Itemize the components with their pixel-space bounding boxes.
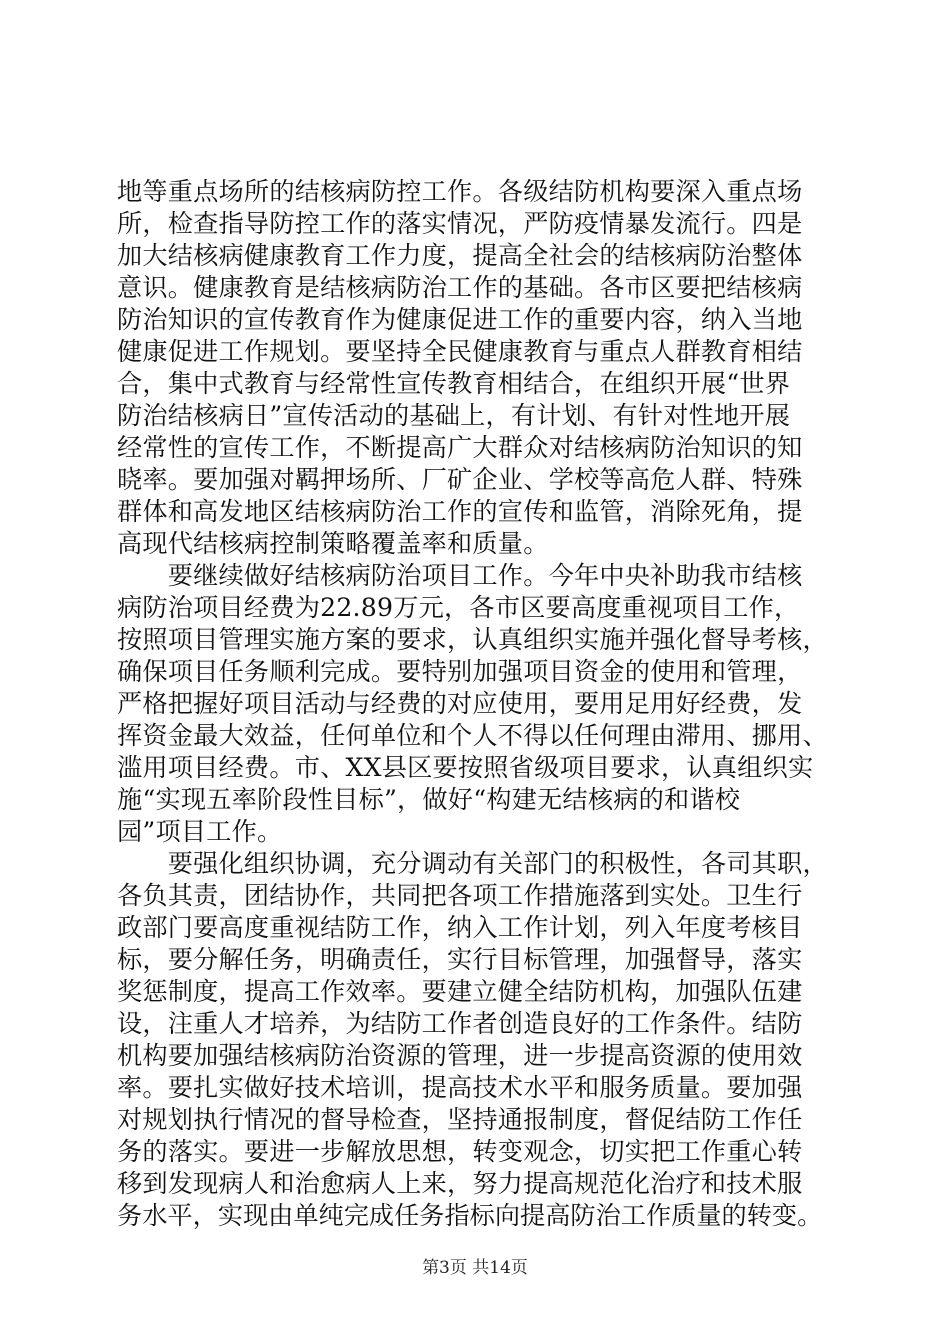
- text-line: 标，要分解任务，明确责任，实行目标管理，加强督导，落实: [117, 945, 803, 974]
- text-line: 防治结核病日”宣传活动的基础上，有计划、有针对性地开展: [117, 401, 791, 430]
- text-line: 率。要扎实做好技术培训，提高技术水平和服务质量。要加强: [117, 1073, 803, 1102]
- text-line: 意识。健康教育是结核病防治工作的基础。各市区要把结核病: [117, 273, 803, 302]
- text-line: 奖惩制度，提高工作效率。要建立健全结防机构，加强队伍建: [117, 977, 803, 1006]
- text-line: 加大结核病健康教育工作力度，提高全社会的结核病防治整体: [117, 241, 803, 270]
- paragraph-start-line: 要继续做好结核病防治项目工作。今年中央补助我市结核: [117, 561, 803, 590]
- text-line: 所，检查指导防控工作的落实情况，严防疫情暴发流行。四是: [117, 209, 803, 238]
- text-line: 健康促进工作规划。要坚持全民健康教育与重点人群教育相结: [117, 337, 803, 366]
- document-body: [117, 176, 839, 1232]
- text-line: 设，注重人才培养，为结防工作者创造良好的工作条件。结防: [117, 1009, 803, 1038]
- text-line: 确保项目任务顺利完成。要特别加强项目资金的使用和管理，: [117, 657, 803, 686]
- text-line: 群体和高发地区结核病防治工作的宣传和监管，消除死角，提: [117, 497, 803, 526]
- page-number: 第3页 共14页: [422, 1258, 528, 1278]
- text-line: 务水平，实现由单纯完成任务指标向提高防治工作质量的转变。: [117, 1201, 823, 1230]
- text-line: 机构要加强结核病防治资源的管理，进一步提高资源的使用效: [117, 1041, 803, 1070]
- text-line: 病防治项目经费为22.89万元，各市区要高度重视项目工作，: [117, 593, 800, 622]
- text-line: 移到发现病人和治愈病人上来，努力提高规范化治疗和技术服: [117, 1169, 803, 1198]
- text-line: 挥资金最大效益，任何单位和个人不得以任何理由滞用、挪用、: [117, 721, 828, 750]
- text-line: 各负其责，团结协作，共同把各项工作措施落到实处。卫生行: [117, 881, 803, 910]
- text-line: 地等重点场所的结核病防控工作。各级结防机构要深入重点场: [117, 177, 803, 206]
- text-line: 园”项目工作。: [117, 817, 283, 846]
- text-line: 经常性的宣传工作，不断提高广大群众对结核病防治知识的知: [117, 433, 803, 462]
- text-line: 按照项目管理实施方案的要求，认真组织实施并强化督导考核，: [117, 625, 828, 654]
- text-line: 施“实现五率阶段性目标”，做好“构建无结核病的和谐校: [117, 785, 741, 814]
- text-line: 严格把握好项目活动与经费的对应使用，要用足用好经费，发: [117, 689, 803, 718]
- text-line: 政部门要高度重视结防工作，纳入工作计划，列入年度考核目: [117, 913, 803, 942]
- text-line: 滥用项目经费。市、XX县区要按照省级项目要求，认真组织实: [117, 753, 814, 782]
- paragraph-start-line: 要强化组织协调，充分调动有关部门的积极性，各司其职，: [117, 849, 828, 878]
- text-line: 晓率。要加强对羁押场所、厂矿企业、学校等高危人群、特殊: [117, 465, 803, 494]
- text-line: 务的落实。要进一步解放思想，转变观念，切实把工作重心转: [117, 1137, 803, 1166]
- text-line: 防治知识的宣传教育作为健康促进工作的重要内容，纳入当地: [117, 305, 803, 334]
- text-line: 合，集中式教育与经常性宣传教育相结合，在组织开展“世界: [117, 369, 791, 398]
- text-line: 对规划执行情况的督导检查，坚持通报制度，督促结防工作任: [117, 1105, 803, 1134]
- text-line: 高现代结核病控制策略覆盖率和质量。: [117, 529, 549, 558]
